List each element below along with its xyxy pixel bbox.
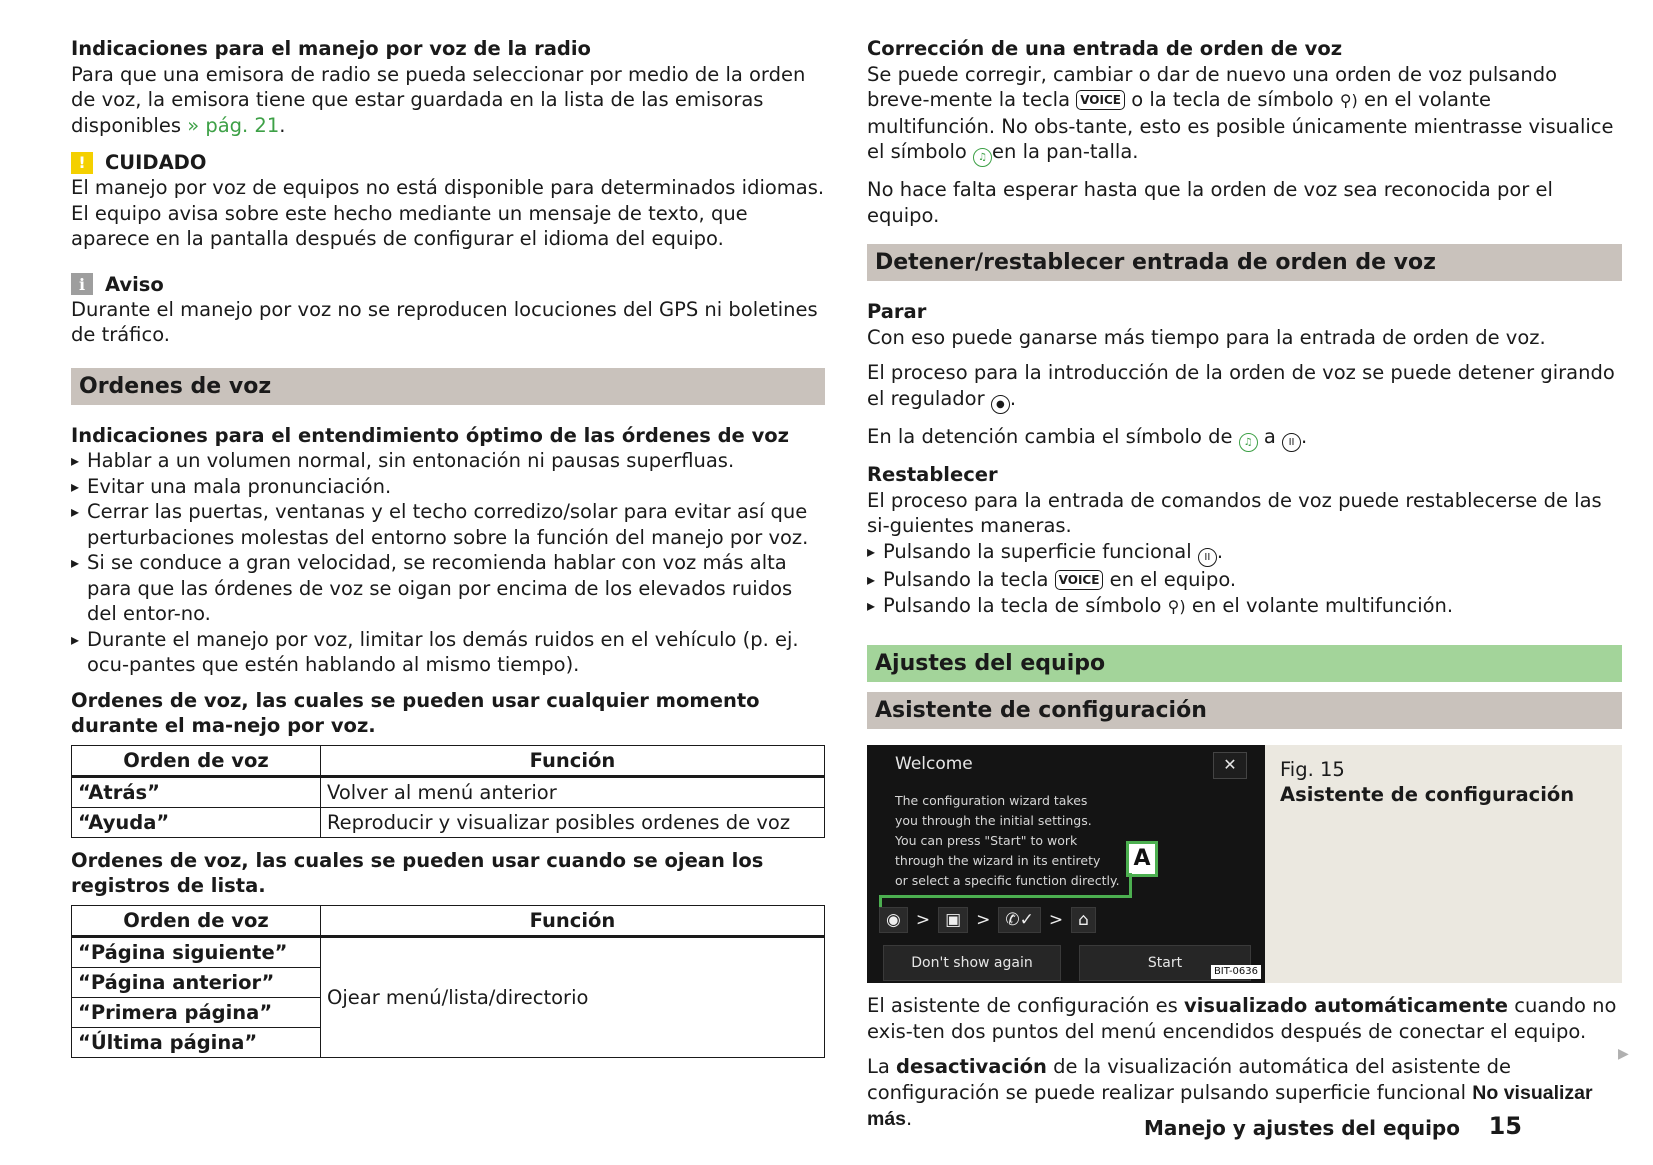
- table1-heading: Ordenes de voz, las cuales se pueden usar cualquier momento durante el ma-nejo por voz.: [71, 688, 760, 737]
- table-cell: “Página siguiente”: [72, 936, 321, 967]
- radio-text: Para que una emisora de radio se pueda seleccionar por medio de la orden de voz, la emisora tiene que estar guardada en la lista de las emisoras disponibles: [71, 62, 806, 137]
- table-cell: Ojear menú/lista/directorio: [321, 936, 825, 1057]
- note-text: Durante el manejo por voz no se reproducen locuciones del GPS ni boletines de tráfico.: [71, 297, 818, 346]
- list-item: ▸ Hablar a un volumen normal, sin entonación ni pausas superfluas.: [71, 448, 825, 474]
- restore-text: El proceso para la entrada de comandos de voz puede restablecerse de las si-guientes maneras.: [867, 488, 1602, 538]
- caution-title: CUIDADO: [105, 151, 207, 174]
- info-icon: i: [71, 273, 93, 295]
- voice-active-icon: ♫: [973, 148, 992, 167]
- section-wizard: Asistente de configuración: [867, 692, 1622, 729]
- section-settings: Ajustes del equipo: [867, 645, 1622, 682]
- chevron-right-icon: >: [976, 910, 991, 930]
- table-header: Orden de voz: [72, 905, 321, 936]
- speak-icon: ⚲): [1167, 596, 1186, 616]
- callout-line: [1129, 873, 1132, 896]
- list-item: ▸ Si se conduce a gran velocidad, se recomienda hablar con voz más alta para que las órdenes de voz se oigan por encima de los elevados ruidos del entor-no.: [71, 550, 825, 627]
- stop-paragraph: El proceso para la introducción de la orden de voz se puede detener girando el regulador ● .: [867, 360, 1622, 414]
- table-row: [72, 807, 825, 837]
- voice-key-icon: VOICE: [1076, 90, 1125, 110]
- screen-text-line: you through the initial settings.: [895, 813, 1092, 828]
- list-item: ▸ Cerrar las puertas, ventanas y el techo corredizo/solar para evitar así que perturbaciones molestas del entorno sobre la función del manejo por voz.: [71, 499, 825, 550]
- function-label: No visualizar más: [867, 1081, 1593, 1130]
- wizard-paragraph: El asistente de configuración es visualizado automáticamente cuando no exis-ten dos puntos del menú encendidos después de conectar el equipo.: [867, 994, 1617, 1043]
- radio-paragraph: Para que una emisora de radio se pueda seleccionar por medio de la orden de voz, la emisora tiene que estar guardada en la lista de las emisoras disponibles » pág. 21.: [71, 62, 806, 137]
- figure-label: Fig. 15: [1280, 758, 1345, 781]
- table-cell: “Ayuda”: [72, 807, 321, 837]
- continue-arrow-icon: ▶: [1618, 1046, 1629, 1062]
- list-item: ▸ Evitar una mala pronunciación.: [71, 474, 825, 500]
- pause-icon: II: [1282, 433, 1301, 452]
- home-icon: ⌂: [1071, 907, 1096, 933]
- screen-text-line: The configuration wizard takes: [895, 793, 1088, 808]
- list-item: ▸ Durante el manejo por voz, limitar los demás ruidos en el vehículo (p. ej. ocu-pantes que estén hablando al mismo tiempo).: [71, 627, 825, 678]
- radio-heading: Indicaciones para el manejo por voz de la radio: [71, 37, 591, 60]
- stop-text: a: [1263, 425, 1276, 448]
- pause-icon: II: [1198, 548, 1217, 567]
- left-column: [71, 36, 825, 1068]
- restore-list: [867, 539, 1622, 619]
- figure-code: BIT-0636: [1211, 965, 1261, 979]
- table-cell: Volver al menú anterior: [321, 776, 825, 807]
- phone-icon: ✆✓: [998, 907, 1041, 933]
- stop-heading: Parar: [867, 300, 927, 324]
- page-number: 15: [1488, 1112, 1522, 1140]
- start-button[interactable]: Start: [1079, 945, 1251, 981]
- footer-title: Manejo y ajustes del equipo: [1144, 1116, 1460, 1140]
- tips-heading: Indicaciones para el entendimiento óptimo de las órdenes de voz: [71, 423, 790, 447]
- table-row: [72, 776, 825, 807]
- voice-commands-table: [71, 745, 825, 838]
- screen-text-line: through the wizard in its entirety: [895, 853, 1101, 868]
- dont-show-again-button[interactable]: Don't show again: [883, 945, 1061, 981]
- restore-heading: Restablecer: [867, 463, 998, 487]
- figure-title: Asistente de configuración: [1280, 783, 1575, 806]
- figure-15: [867, 745, 1622, 983]
- speak-icon: ⚲): [1339, 91, 1358, 110]
- correction-text: o la tecla de símbolo: [1131, 88, 1334, 111]
- screen-text-line: or select a specific function directly.: [895, 873, 1120, 888]
- list-item: ▸ Pulsando la tecla de símbolo ⚲) en el volante multifunción.: [867, 593, 1622, 620]
- warning-icon: !: [71, 152, 93, 174]
- right-column: [867, 36, 1622, 1143]
- table-cell: “Primera página”: [72, 997, 321, 1027]
- screen-title: Welcome: [895, 754, 973, 774]
- caution-text: El manejo por voz de equipos no está disponible para determinados idiomas. El equipo avisa sobre este hecho mediante un mensaje de texto, que aparece en la pantalla después de configurar el idioma del equipo.: [71, 176, 825, 250]
- voice-key-icon: VOICE: [1055, 570, 1104, 590]
- table2-heading: Ordenes de voz, las cuales se pueden usar cuando se ojean los registros de lista.: [71, 848, 764, 897]
- stop-text: En la detención cambia el símbolo de: [867, 425, 1233, 448]
- wizard-steps-bar: [879, 907, 1125, 933]
- correction-text: en el volante multifunción. No obs-tante, esto es posible únicamente mientrasse visualice el símbolo: [867, 88, 1614, 163]
- wizard-screenshot: [867, 745, 1265, 983]
- chevron-right-icon: >: [1048, 910, 1064, 930]
- note-title: Aviso: [105, 272, 164, 296]
- table-cell: Reproducir y visualizar posibles ordenes de voz: [321, 807, 825, 837]
- table-cell: “Atrás”: [72, 776, 321, 807]
- chevron-right-icon: >: [915, 910, 931, 930]
- screen-text-line: You can press "Start" to work: [895, 833, 1078, 848]
- radio-icon: ▣: [938, 907, 968, 933]
- list-commands-table: [71, 905, 825, 1058]
- page-link[interactable]: » pág. 21: [187, 113, 280, 137]
- stop-text: El proceso para la introducción de la orden de voz se puede detener girando el regulador: [867, 361, 1615, 410]
- voice-active-icon: ♫: [1239, 433, 1258, 452]
- close-icon: ✕: [1213, 752, 1247, 779]
- globe-icon: ◉: [879, 907, 908, 933]
- correction-text: en la pan-talla.: [992, 140, 1139, 163]
- table-cell: “Página anterior”: [72, 967, 321, 997]
- correction-paragraph: [867, 62, 1622, 168]
- note-header: [71, 272, 825, 297]
- correction-note: No hace falta esperar hasta que la orden de voz sea reconocida por el equipo.: [867, 178, 1553, 227]
- correction-text: Se puede corregir, cambiar o dar de nuevo una orden de voz pulsando breve-mente la tecla: [867, 62, 1558, 111]
- deactivation-paragraph: La desactivación de la visualización automática del asistente de configuración se puede realizar pulsando superficie funcional No visualizar más.: [867, 1055, 1593, 1130]
- stop-text: Con eso puede ganarse más tiempo para la entrada de orden de voz.: [867, 325, 1546, 349]
- callout-line: [879, 895, 882, 907]
- table-header: Función: [321, 905, 825, 936]
- knob-icon: ●: [991, 395, 1010, 414]
- table-row: [72, 936, 825, 967]
- caution-header: [71, 150, 825, 175]
- table-header: Orden de voz: [72, 745, 321, 776]
- figure-caption: [1265, 745, 1622, 983]
- callout-line: [879, 895, 1132, 898]
- list-item: ▸ Pulsando la superficie funcional II .: [867, 539, 1622, 567]
- table-header: Función: [321, 745, 825, 776]
- section-stop-restore: Detener/restablecer entrada de orden de voz: [867, 244, 1622, 281]
- table-cell: “Última página”: [72, 1027, 321, 1057]
- marker-a: A: [1126, 841, 1158, 877]
- tips-list: [71, 448, 825, 678]
- symbol-change-paragraph: En la detención cambia el símbolo de ♫ a II .: [867, 424, 1622, 452]
- list-item: ▸ Pulsando la tecla VOICE en el equipo.: [867, 567, 1622, 593]
- section-ordenes-de-voz: Ordenes de voz: [71, 368, 825, 405]
- correction-heading: Corrección de una entrada de orden de voz: [867, 37, 1343, 60]
